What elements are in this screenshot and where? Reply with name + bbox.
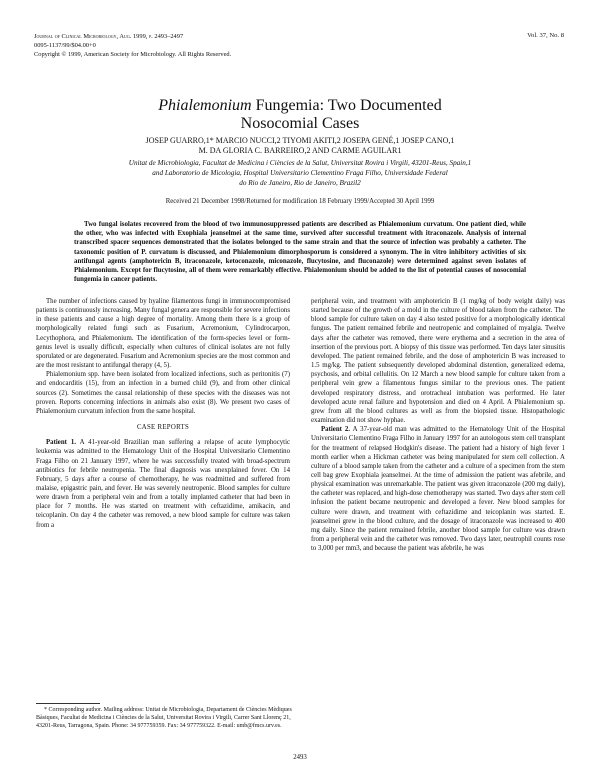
patient1-continued: peripheral vein, and treatment with amphotericin B (1 mg/kg of body weight daily) was started because of the growth of a mold in the culture of blood taken from the catheter. The blood sample for culture taken on day 4 also tested positive for a morphologically identical fungus. The patient remained febrile and neutropenic and complained of myalgia. Twelve days after the catheter was removed, there were erythema and a secretion in the area of insertion of the previous port. A biopsy of this tissue was performed. Ten days later sinusitis developed. The patient remained febrile, and the dose of amphotericin B was increased to 1.5 mg/kg. The patient subsequently developed abdominal distention, generalized edema, psychosis, and orbital cellulitis. On 12 March a new blood sample for culture taken from a peripheral vein grew a filamentous fungus similar to the previous ones. The patient developed respiratory distress, and orotracheal intubation was performed. He later developed acute renal failure and hypotension and died on 4 April. A Phialemonium sp. grew from all the blood cultures as well as from the biopsied tissue. Histopathologic examination did not show hyphae. — [311, 298, 565, 425]
patient2-text: A 37-year-old man was admitted to the Hematology Unit of the Hospital Universitario Clementino Fraga Filho in January 1997 for an autologous stem cell transplant for the treatment of relapsed Hodgkin's disease. The patient had a history of high fever 1 month earlier when a Hickman catheter was being manipulated for stem cell collection. A culture of a blood sample taken from the catheter and a culture of a specimen from the stem cell bag grew Exophiala jeanselmei. At the time of admission the patient was afebrile, and physical examination was unremarkable. The patient was given itraconazole (200 mg daily), the catheter was replaced, and high-dose chemotherapy was started. Two days after stem cell infusion the patient became neutropenic and developed a fever. New blood samples for culture were drawn, and treatment with ceftazidime and teicoplanin was started. E. jeanselmei grew in the blood culture, and the dosage of itraconazole was increased to 400 mg daily. Since the patient remained febrile, another blood sample for culture was drawn from a peripheral vein and the catheter was removed. Two days later, neutrophil counts rose to 3,000 per mm3, and because the patient was afebrile, he was — [311, 426, 565, 553]
title-rest: Fungemia: Two Documented — [251, 97, 442, 114]
patient1-text: A 41-year-old Brazilian man suffering a relapse of acute lymphocytic leukemia was admitted to the Hematology Unit of the Hospital Universitario Clementino Fraga Filho on 21 January 1997, where he was successfully treated with broad-spectrum antibiotics for febrile neutropenia. The final diagnosis was unexplained fever. On 14 February, 5 days after a course of chemotherapy, he was readmitted and suffered from malaise, epigastric pain, and fever. He was severely neutropenic. Blood samples for culture were drawn from a peripheral vein and from a totally implanted catheter that had been in place for 7 months. He was started on treatment with ceftazidime, amikacin, and teicoplanin. On day 4 the catheter was removed, a new blood sample for culture was taken from a — [36, 439, 291, 529]
section-heading-case-reports: CASE REPORTS — [136, 424, 190, 432]
page-number: 2493 — [293, 754, 307, 761]
patient2-paragraph — [311, 425, 565, 553]
intro-paragraph-2: Phialemonium spp. have been isolated from localized infections, such as peritonitis (7) and endocarditis (15), from an infection in a burned child (9), and from other clinical sources (2). Sometimes the causal relationship of these species with the diseases was not proven. Reports concerning infections in animals also exist (8). We present two cases of Phialemonium curvatum infection from the same hospital. — [36, 371, 290, 415]
volume-number: Vol. 37, No. 8 — [527, 32, 564, 39]
patient1-label: Patient 1. — [46, 439, 77, 447]
affiliation-line2: and Laboratorio de Micologia, Hospital Universitario Clementino Fraga Filho, Universidade Federal — [152, 169, 448, 177]
footnote-rule — [36, 703, 100, 704]
journal-citation: Journal of Clinical Microbiology, Aug. 1999, p. 2493–2497 — [34, 33, 184, 40]
patient2-label: Patient 2. — [321, 426, 351, 434]
author-list — [0, 136, 600, 157]
abstract — [74, 220, 526, 284]
footnote-text: * Corresponding author. Mailing address: Unitat de Microbiologia, Departament de Ciències Mèdiques Bàsiques, Facultat de Medicina i Ciències de la Salut, Universitat Rovira i Virgili, Carrer Sant Llorenç 21, 43201-Reus, Tarragona, Spain. Phone: 34 977759359. Fax: 34 977759322. E-mail: umb@fmcs.urv.es. — [36, 707, 292, 730]
authors-line1: JOSEP GUARRO,1* MARCIO NUCCI,2 TIYOMI AKITI,2 JOSEPA GENÉ,1 JOSEP CANO,1 — [145, 136, 455, 145]
right-column — [311, 297, 565, 553]
intro-paragraph-1: The number of infections caused by hyaline filamentous fungi in immunocompromised patients is continuously increasing. Many fungal genera are responsible for severe infections in these patients and cause a high degree of mortality. Among them there is a group of morphologically related fungi such as Fusarium, Acremonium, Cylindrocarpon, Lecythophora, and Phialemonium. The identification of the form-species level or form-genus level is usually difficult, especially when cultures of clinical isolates are not fully sporulated or are degenerated. Fusarium and Acremonium species are the most common and are the most resistant to antifungal therapy (4, 5). — [36, 298, 290, 370]
journal-header — [34, 32, 231, 60]
affiliation-line1: Unitat de Microbiologia, Facultat de Medicina i Ciències de la Salut, Universitat Rovira i Virgili, 43201-Reus, Spain,1 — [128, 159, 472, 167]
copyright-line: Copyright © 1999, American Society for Microbiology. All Rights Reserved. — [34, 51, 232, 59]
patient1-paragraph — [36, 438, 290, 530]
corresponding-author-footnote — [36, 706, 292, 731]
abstract-text: Two fungal isolates recovered from the blood of two immunosuppressed patients are described as Phialemonium curvatum. One patient died, while the other, who was infected with Exophiala jeanselmei at the same time, survived after successful treatment with itraconazole. Analysis of internal transcribed spacer sequences demonstrated that the isolates belonged to the same strain and that the source of infection was probably a catheter. The taxonomic position of P. curvatum is discussed, and Phialemonium dimorphosporum is considered a synonym. The in vitro inhibitory activities of six antifungal agents (amphotericin B, itraconazole, ketoconazole, miconazole, flucytosine, and fluconazole) were determined against seven isolates of Phialemonium. Except for flucytosine, all of them were remarkably effective. Phialemonium should be added to the list of potential causes of nosocomial fungemia in cancer patients. — [74, 221, 526, 284]
issn-line: 0095-1137/99/$04.00+0 — [34, 42, 96, 50]
affiliation-line3: do Rio de Janeiro, Rio de Janeiro, Brazil2 — [239, 179, 361, 187]
left-column — [36, 297, 290, 530]
title-line2: Nosocomial Cases — [240, 115, 360, 132]
affiliations — [0, 158, 600, 188]
article-title — [0, 97, 600, 133]
title-genus: Phialemonium — [158, 97, 252, 114]
authors-line2: M. DA GLORIA C. BARREIRO,2 AND CARME AGUILAR1 — [198, 146, 402, 156]
received-dates: Received 21 December 1998/Returned for modification 18 February 1999/Accepted 30 April 1999 — [165, 198, 435, 205]
